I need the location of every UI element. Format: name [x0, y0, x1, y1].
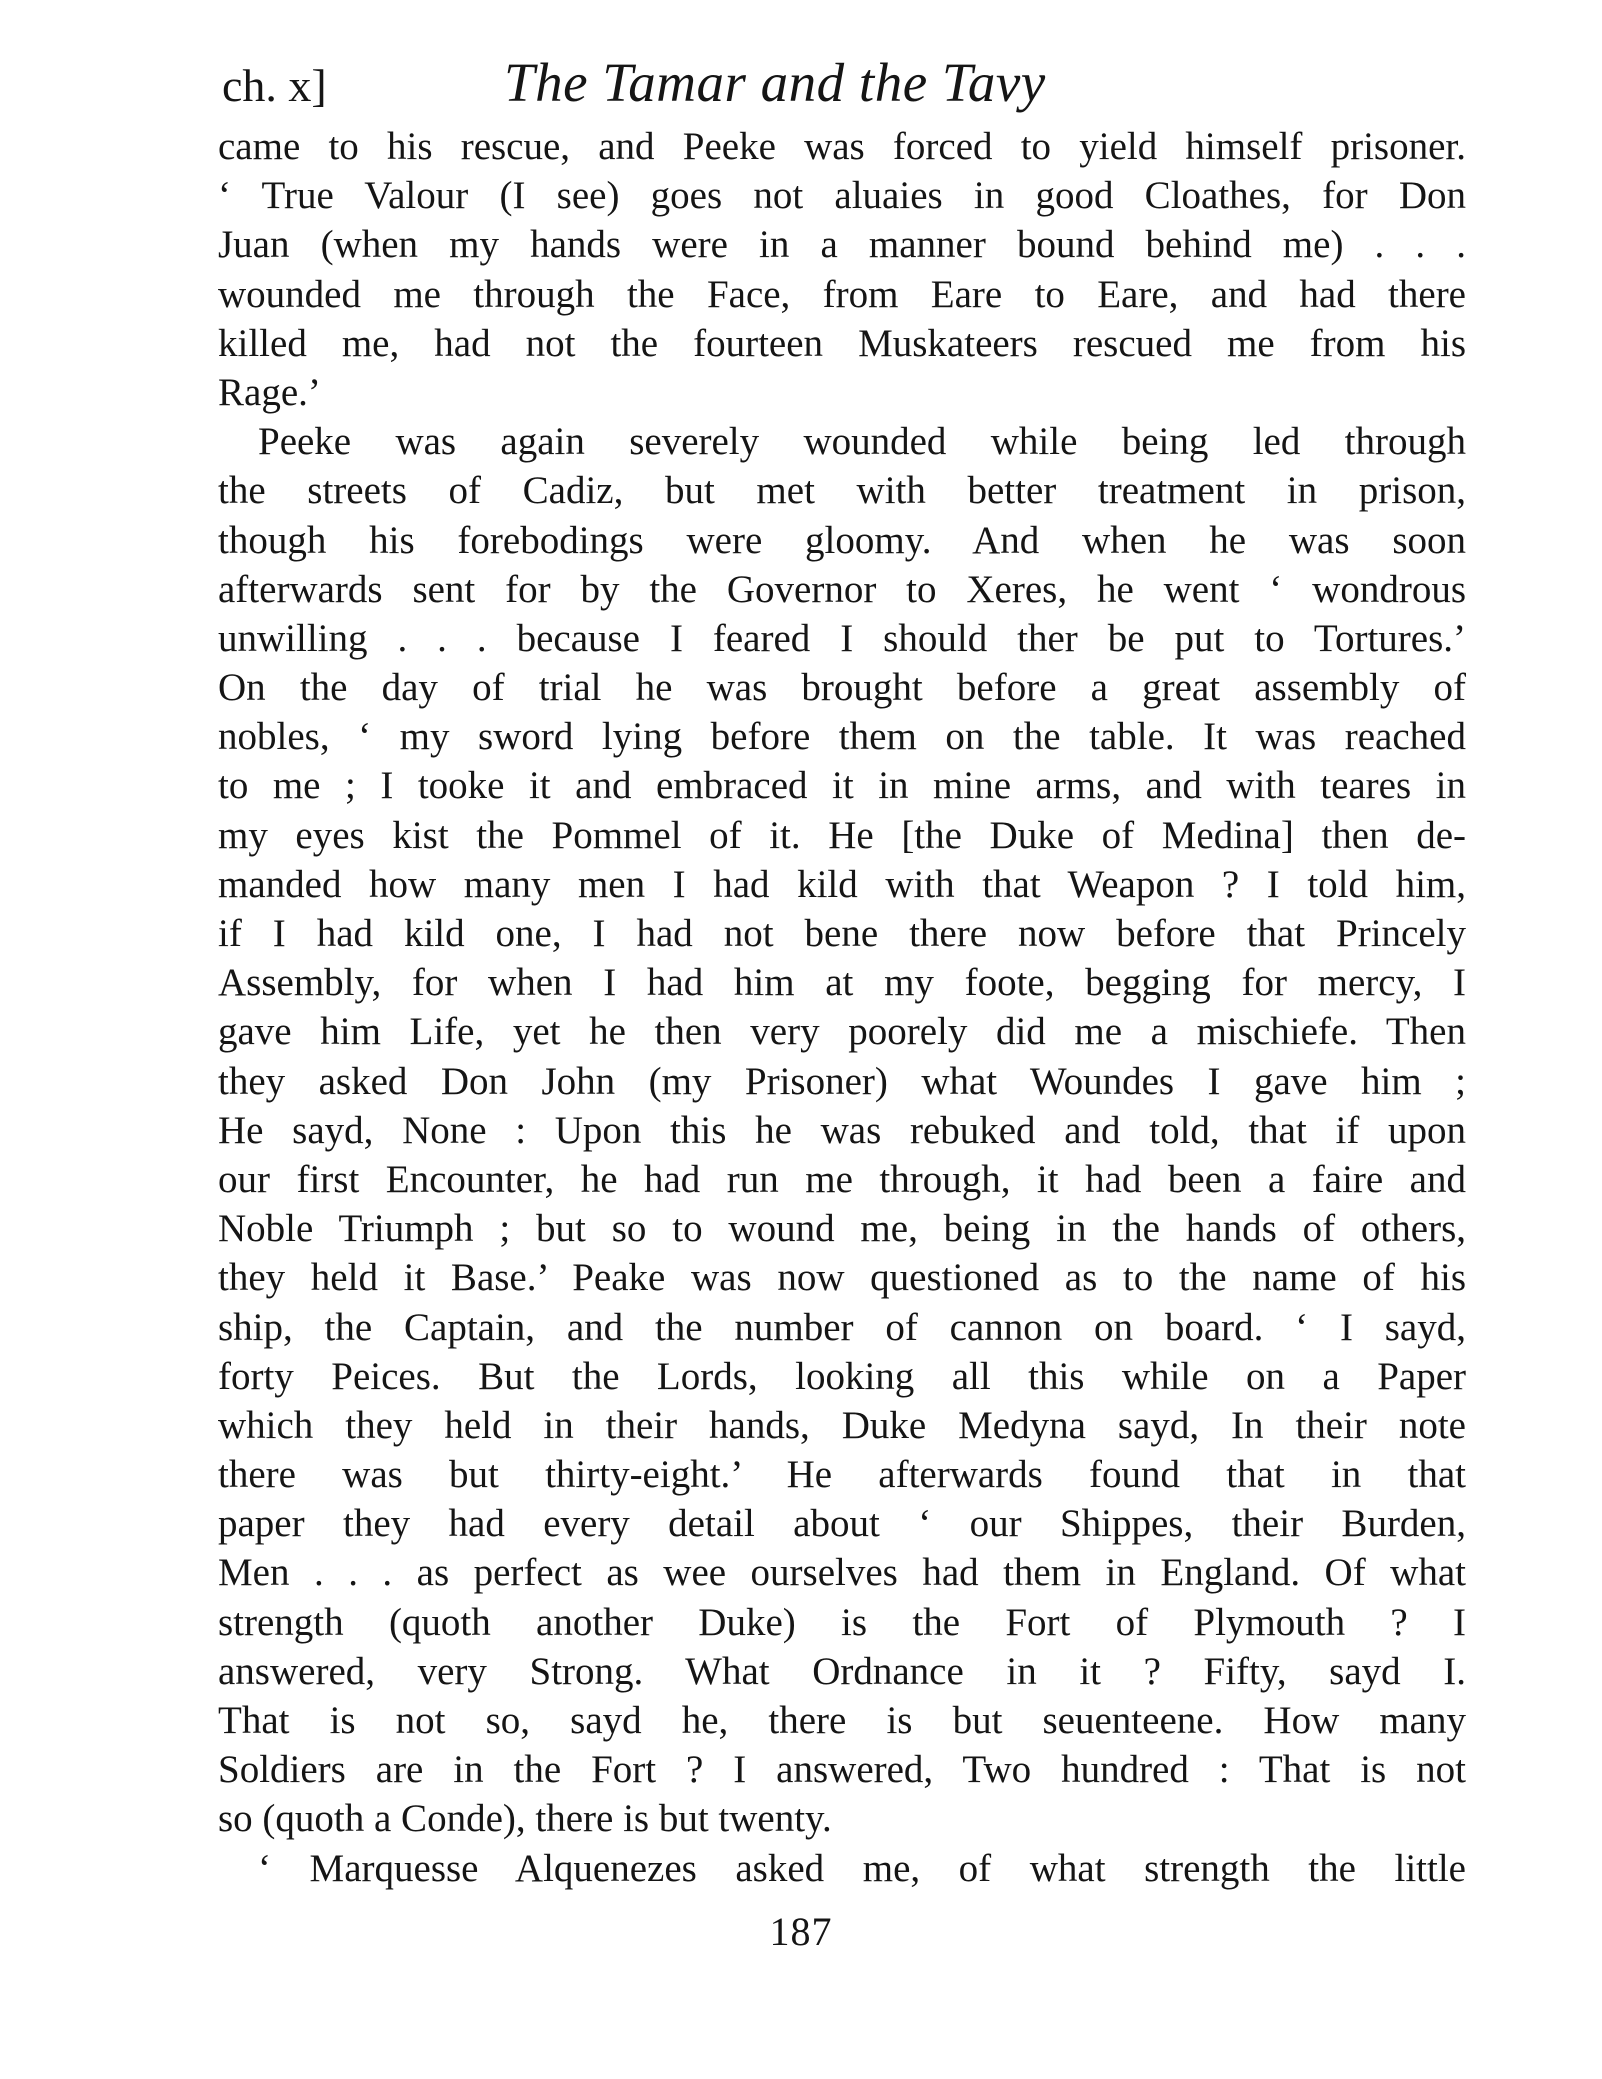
text-line: our first Encounter, he had run me through, it had been a faire and [218, 1157, 1466, 1201]
text-line: Men . . . as perfect as wee ourselves had them in England. Of what [218, 1551, 1466, 1595]
text-line: Peeke was again severely wounded while being led through [258, 420, 1466, 464]
text-line: Juan (when my hands were in a manner bound behind me) . . . [218, 223, 1466, 267]
text-line: paper they had every detail about ‘ our Shippes, their Burden, [218, 1502, 1466, 1546]
text-line: which they held in their hands, Duke Medyna sayd, In their note [218, 1403, 1466, 1447]
book-title: The Tamar and the Tavy [504, 52, 1046, 113]
text-line: came to his rescue, and Peeke was forced to yield himself prisoner. [218, 125, 1466, 168]
running-head [222, 52, 1462, 122]
text-line: He sayd, None : Upon this he was rebuked and told, that if upon [218, 1108, 1466, 1152]
text-line: answered, very Strong. What Ordnance in it ? Fifty, sayd I. [218, 1649, 1466, 1693]
text-line: though his forebodings were gloomy. And when he was soon [218, 518, 1466, 562]
text-line: so (quoth a Conde), there is but twenty. [218, 1797, 832, 1841]
text-line: there was but thirty-eight.’ He afterwards found that in that [218, 1453, 1466, 1497]
text-line: strength (quoth another Duke) is the Fort of Plymouth ? I [218, 1600, 1466, 1644]
text-line: That is not so, sayd he, there is but seuenteene. How many [218, 1699, 1466, 1742]
text-line: they held it Base.’ Peake was now questioned as to the name of his [218, 1256, 1466, 1300]
text-line: unwilling . . . because I feared I should ther be put to Tortures.’ [218, 616, 1466, 660]
text-line: forty Peices. But the Lords, looking all this while on a Paper [218, 1354, 1466, 1398]
text-line: the streets of Cadiz, but met with better treatment in prison, [218, 469, 1466, 513]
text-line: killed me, had not the fourteen Muskateers rescued me from his [218, 321, 1466, 365]
text-line: gave him Life, yet he then very poorely did me a mischiefe. Then [218, 1010, 1466, 1054]
text-line: Assembly, for when I had him at my foote, begging for mercy, I [218, 961, 1466, 1005]
text-line: they asked Don John (my Prisoner) what Woundes I gave him ; [218, 1059, 1466, 1103]
text-line: Noble Triumph ; but so to wound me, being in the hands of others, [218, 1207, 1466, 1251]
text-line: ship, the Captain, and the number of cannon on board. ‘ I sayd, [218, 1305, 1466, 1349]
page-number: 187 [769, 1909, 833, 1954]
text-line: nobles, ‘ my sword lying before them on the table. It was reached [218, 715, 1466, 759]
text-line: afterwards sent for by the Governor to Xeres, he went ‘ wondrous [218, 567, 1466, 611]
text-line: my eyes kist the Pommel of it. He [the Duke of Medina] then de- [218, 813, 1466, 857]
text-line: ‘ True Valour (I see) goes not aluaies in good Cloathes, for Don [218, 174, 1466, 218]
text-line: manded how many men I had kild with that Weapon ? I told him, [218, 862, 1466, 906]
text-line: Rage.’ [218, 370, 321, 414]
text-line: to me ; I tooke it and embraced it in mine arms, and with teares in [218, 764, 1466, 808]
text-line: ‘ Marquesse Alquenezes asked me, of what strength the little [258, 1846, 1466, 1890]
text-line: wounded me through the Face, from Eare to Eare, and had there [218, 272, 1466, 316]
text-line: On the day of trial he was brought before a great assembly of [218, 666, 1466, 710]
chapter-reference: ch. x] [222, 60, 327, 111]
text-line: Soldiers are in the Fort ? I answered, Two hundred : That is not [218, 1748, 1466, 1792]
body-text [218, 122, 1466, 1893]
text-line: if I had kild one, I had not bene there now before that Princely [218, 912, 1466, 955]
